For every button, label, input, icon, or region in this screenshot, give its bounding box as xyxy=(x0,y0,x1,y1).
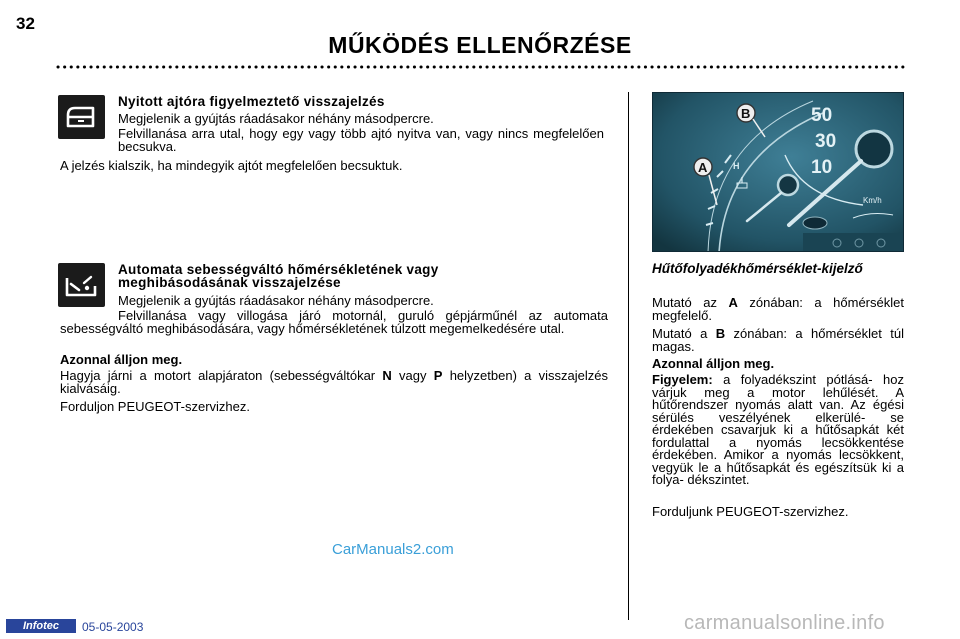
gauge-unit-label: Km/h xyxy=(863,196,882,205)
gauge-tick-30: 30 xyxy=(815,131,837,152)
coolant-stop: Azonnal álljon meg. xyxy=(652,356,775,371)
gearbox-temperature-icon xyxy=(58,263,105,307)
open-door-icon xyxy=(58,95,105,139)
column-divider xyxy=(628,92,629,620)
gearbox-warning-heading-line-1: Automata sebességváltó hőmérsékletének vagy xyxy=(118,262,439,277)
page-number: 32 xyxy=(16,14,35,33)
gauge-label-b: B xyxy=(741,106,751,121)
coolant-zone-b-after: zónában: a hőmérséklet túl magas. xyxy=(652,326,904,354)
footer-site-link[interactable]: carmanualsonline.info xyxy=(684,612,885,634)
coolant-zone-a-letter: A xyxy=(728,295,738,310)
gear-n-label: N xyxy=(382,368,392,383)
door-warning-heading: Nyitott ajtóra figyelmeztető visszajelzés xyxy=(118,94,385,109)
gear-p-label: P xyxy=(433,368,443,383)
gearbox-warning-service: Forduljon PEUGEOT-szervizhez. xyxy=(60,399,251,414)
gearbox-warning-text-4-or: vagy xyxy=(399,368,427,383)
page-title: MŰKÖDÉS ELLENŐRZÉSE xyxy=(328,32,632,58)
door-warning-text-2: Felvillanása arra utal, hogy egy vagy több ajtó nyitva van, vagy nincs megfelelően becsukva. xyxy=(118,126,604,154)
coolant-heading: Hűtőfolyadékhőmérséklet-kijelző xyxy=(652,261,863,276)
gearbox-warning-heading-line-2: meghibásodásának visszajelzése xyxy=(118,275,341,290)
infotec-badge: Infotec xyxy=(6,619,76,633)
title-dotted-rule xyxy=(56,64,906,70)
gauge-tick-50: 50 xyxy=(811,105,833,126)
gearbox-warning-text-4 xyxy=(60,370,608,395)
coolant-zone-b-text xyxy=(652,328,904,353)
gearbox-warning-text-2: Felvillanása vagy villogása járó motornál, guruló gépjárműnél az automata sebességváltó meghibásodására, vagy hőmérsékletének túlzott megemelkedésére utal. xyxy=(60,308,608,336)
coolant-zone-a-before: Mutató az xyxy=(652,295,717,310)
coolant-gauge-illustration xyxy=(652,92,904,252)
door-warning-text-3: A jelzés kialszik, ha mindegyik ajtót megfelelően becsuktuk. xyxy=(60,158,403,173)
coolant-warning xyxy=(652,374,904,487)
coolant-zone-a-after: zónában: a hőmérséklet megfelelő. xyxy=(652,295,904,323)
footer-date: 05-05-2003 xyxy=(82,620,144,634)
gauge-h-mark: H xyxy=(733,161,740,171)
gearbox-warning-text-4-part-2: helyzetben) a visszajelzés kialvásáig. xyxy=(60,368,608,396)
gearbox-warning-text-1: Megjelenik a gyújtás ráadásakor néhány másodpercre. xyxy=(118,293,434,308)
gauge-label-a: A xyxy=(698,160,708,175)
coolant-service: Forduljunk PEUGEOT-szervizhez. xyxy=(652,504,849,519)
coolant-zone-a-text xyxy=(652,297,904,322)
watermark-link[interactable]: CarManuals2.com xyxy=(332,541,454,558)
coolant-zone-b-letter: B xyxy=(715,326,726,341)
gearbox-warning-stop: Azonnal álljon meg. xyxy=(60,352,183,367)
coolant-zone-b-before: Mutató a xyxy=(652,326,708,341)
door-warning-text-1: Megjelenik a gyújtás ráadásakor néhány másodpercre. xyxy=(118,111,434,126)
gauge-tick-10: 10 xyxy=(811,157,833,178)
coolant-warning-text: a folyadékszint pótlásá- hoz várjuk meg a motor lehűlését. A hűtőrendszer nyomás alatt van. Az égési sérülés veszélyének elkerülé- se érdekében csavarjuk ki a hűtősapkát két fordulattal a nyomás lecsökkentése érdekében. Amikor a nyomás lecsökkent, vegyük le a hűtősapkát és egészítsük ki a folya- dékszintet. xyxy=(652,372,904,487)
coolant-warning-label: Figyelem: xyxy=(652,372,713,387)
gearbox-warning-text-4-part-1: Hagyja járni a motort alapjáraton (sebességváltókar xyxy=(60,368,376,383)
